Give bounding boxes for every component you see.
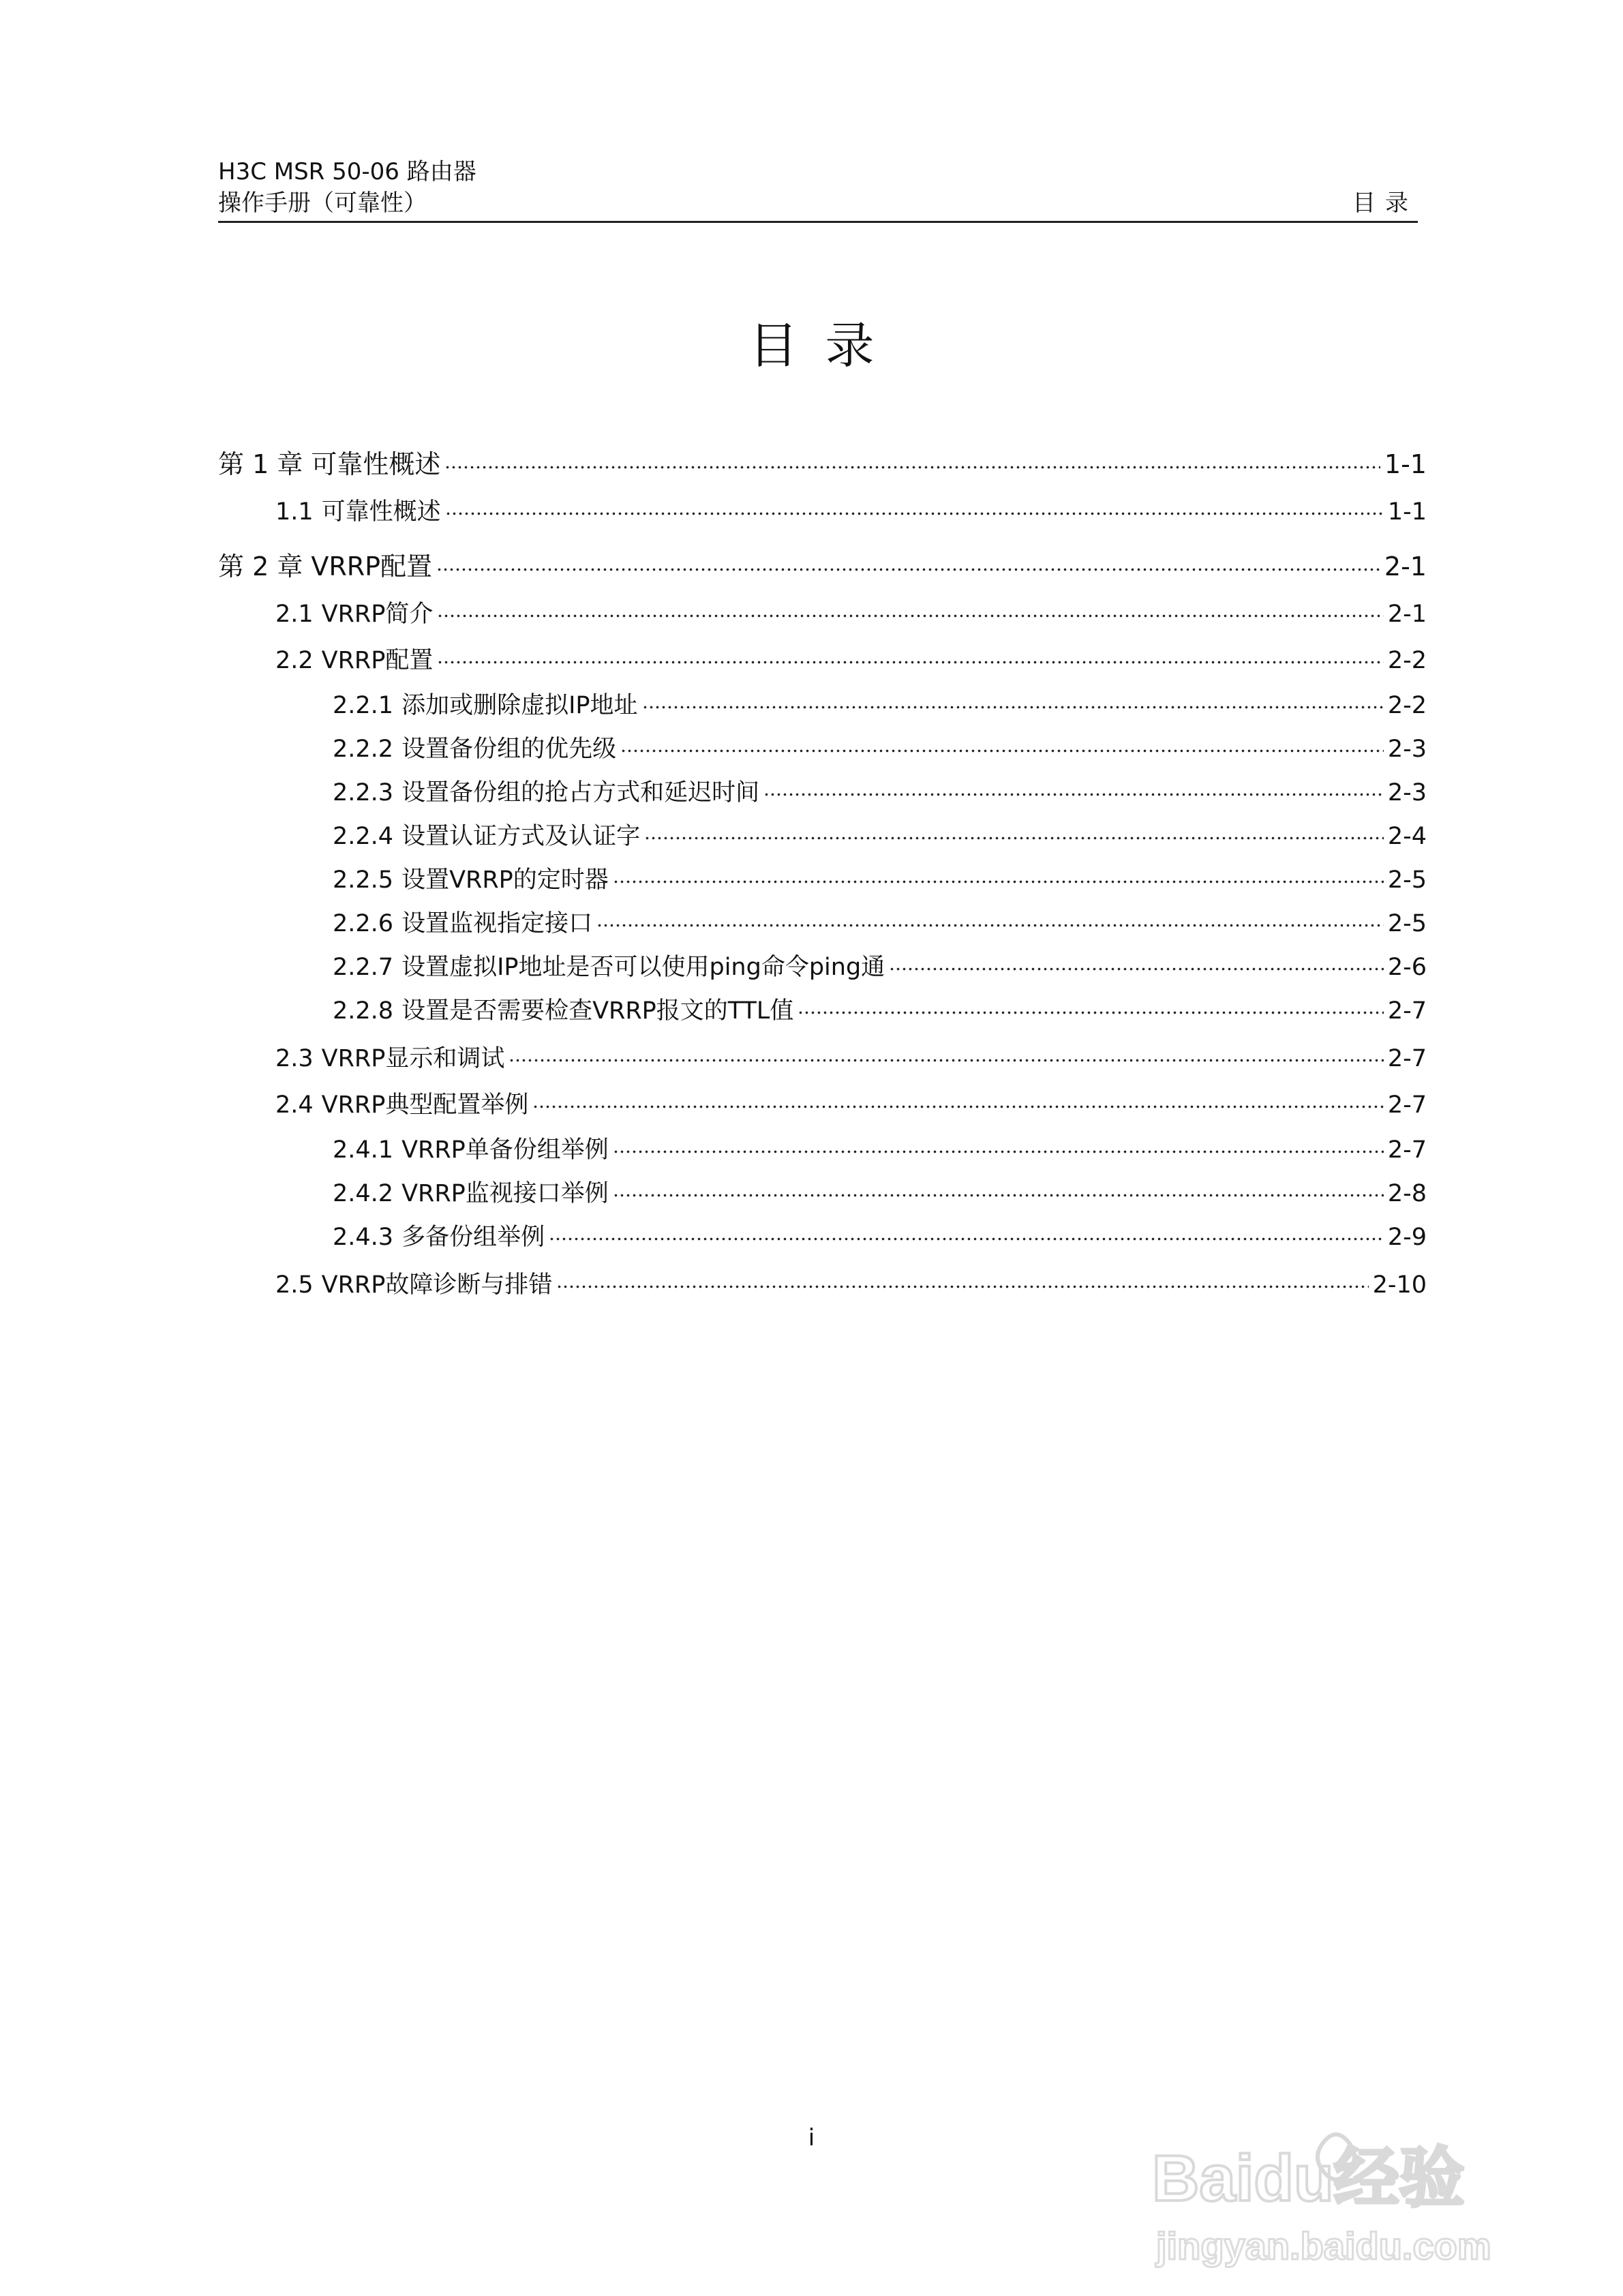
toc-entry[interactable] — [275, 637, 1427, 674]
toc-entry[interactable] — [218, 544, 1427, 581]
toc-entry[interactable] — [333, 813, 1427, 850]
toc-dot-leader — [549, 1213, 1384, 1245]
toc-entry-number: 2.4.2 — [333, 1180, 394, 1207]
toc-dot-leader — [596, 900, 1384, 931]
toc-dot-leader — [509, 1035, 1383, 1066]
toc-entry-title: 设置VRRP的定时器 — [401, 866, 609, 894]
toc-entry-title: VRRP典型配置举例 — [321, 1091, 529, 1119]
toc-entry[interactable] — [333, 900, 1427, 937]
toc-entry-page: 2-8 — [1387, 1180, 1427, 1207]
toc-entry[interactable] — [333, 1170, 1427, 1207]
toc-entry-number: 2.2.1 — [333, 692, 394, 719]
toc-entry-title: VRRP单备份组举例 — [401, 1136, 609, 1164]
toc-entry[interactable] — [275, 1261, 1427, 1299]
toc-entry-title: VRRP配置 — [321, 647, 434, 674]
toc-entry-number: 2.2.6 — [333, 910, 394, 937]
toc-entry-page: 2-7 — [1387, 1091, 1427, 1119]
toc-entry-title: 设置备份组的优先级 — [401, 736, 617, 763]
toc-entry-title: 多备份组举例 — [401, 1224, 545, 1251]
toc-dot-leader — [644, 813, 1384, 844]
toc-entry-title: 设置监视指定接口 — [401, 910, 593, 937]
toc-entry[interactable] — [333, 856, 1427, 894]
toc-entry-page: 1-1 — [1384, 449, 1427, 479]
toc-dot-leader — [642, 682, 1384, 713]
toc-entry-page: 2-10 — [1372, 1271, 1427, 1299]
toc-entry[interactable] — [333, 682, 1427, 719]
toc-entry-page: 2-2 — [1387, 692, 1427, 719]
toc-entry-number: 2.4.1 — [333, 1136, 394, 1164]
toc-dot-leader — [556, 1261, 1368, 1293]
toc-entry-number: 2.4 — [275, 1091, 314, 1119]
toc-entry-page: 2-4 — [1387, 823, 1427, 850]
toc-entry-page: 2-5 — [1387, 866, 1427, 894]
toc-entry-number: 2.2.5 — [333, 866, 394, 894]
toc-entry-page: 2-9 — [1387, 1224, 1427, 1251]
toc-entry[interactable] — [333, 769, 1427, 806]
toc-dot-leader — [532, 1081, 1383, 1113]
toc-dot-leader — [613, 1170, 1384, 1201]
toc-entry-title: VRRP监视接口举例 — [401, 1180, 609, 1207]
toc-dot-leader — [798, 987, 1383, 1018]
toc-entry-title: 设置是否需要检查VRRP报文的TTL值 — [401, 997, 794, 1025]
toc-entry-page: 2-7 — [1387, 1136, 1427, 1164]
header-manual-name: 操作手册（可靠性） — [218, 190, 427, 217]
toc-entry-number: 2.1 — [275, 601, 314, 628]
toc-entry-number: 2.2.7 — [333, 954, 394, 981]
toc-entry[interactable] — [333, 943, 1427, 981]
toc-entry-page: 2-3 — [1387, 779, 1427, 806]
toc-entry-title: 添加或删除虚拟IP地址 — [401, 692, 638, 719]
toc-entry[interactable] — [275, 590, 1427, 628]
watermark-brand: Baidu经验 — [1152, 2142, 1465, 2215]
toc-entry[interactable] — [333, 987, 1427, 1025]
page-number: i — [808, 2124, 815, 2151]
toc-dot-leader — [889, 943, 1384, 975]
toc-entry[interactable] — [275, 1081, 1427, 1119]
toc-entry-number: 2.2.3 — [333, 779, 394, 806]
toc-dot-leader — [763, 769, 1384, 800]
toc-entry[interactable] — [218, 442, 1427, 479]
header-section-name: 目录 — [1352, 190, 1418, 217]
page-title: 目录 — [748, 317, 902, 374]
toc-entry-page: 2-1 — [1387, 601, 1427, 628]
toc-entry-number: 第 1 章 — [218, 449, 303, 479]
toc-dot-leader — [436, 544, 1380, 575]
toc-entry[interactable] — [333, 1126, 1427, 1164]
toc-entry-title: VRRP简介 — [321, 601, 434, 628]
baidu-jingyan-watermark — [1145, 2119, 1568, 2282]
toc-entry[interactable] — [333, 725, 1427, 763]
toc-entry[interactable] — [333, 1213, 1427, 1251]
toc-entry-title: 可靠性概述 — [311, 449, 441, 479]
toc-entry[interactable] — [275, 488, 1427, 526]
toc-entry-number: 2.2 — [275, 647, 314, 674]
toc-entry-number: 2.4.3 — [333, 1224, 394, 1251]
toc-dot-leader — [437, 590, 1383, 622]
toc-dot-leader — [444, 442, 1380, 473]
watermark-url: jingyan.baidu.com — [1156, 2224, 1491, 2267]
toc-entry-page: 2-3 — [1387, 736, 1427, 763]
toc-entry-page: 2-2 — [1387, 647, 1427, 674]
toc-dot-leader — [613, 856, 1384, 888]
toc-entry-number: 1.1 — [275, 498, 314, 526]
toc-dot-leader — [620, 725, 1384, 757]
toc-entry-number: 2.2.4 — [333, 823, 394, 850]
toc-entry-page: 2-6 — [1387, 954, 1427, 981]
toc-entry[interactable] — [275, 1035, 1427, 1072]
toc-entry-title: 设置认证方式及认证字 — [401, 823, 641, 850]
toc-entry-title: VRRP配置 — [311, 552, 433, 581]
toc-entry-number: 2.3 — [275, 1045, 314, 1072]
toc-entry-page: 1-1 — [1387, 498, 1427, 526]
toc-dot-leader — [613, 1126, 1384, 1158]
toc-entry-title: 设置虚拟IP地址是否可以使用ping命令ping通 — [401, 954, 885, 981]
toc-entry-number: 第 2 章 — [218, 552, 303, 581]
toc-entry-number: 2.5 — [275, 1271, 314, 1299]
toc-entry-number: 2.2.2 — [333, 736, 394, 763]
toc-entry-title: 可靠性概述 — [321, 498, 441, 526]
toc-entry-page: 2-1 — [1384, 552, 1427, 581]
toc-entry-title: VRRP故障诊断与排错 — [321, 1271, 553, 1299]
toc-entry-title: VRRP显示和调试 — [321, 1045, 505, 1072]
toc-entry-page: 2-7 — [1387, 997, 1427, 1025]
header-product-name: H3C MSR 50-06 路由器 — [218, 158, 476, 185]
toc-entry-number: 2.2.8 — [333, 997, 394, 1025]
toc-entry-page: 2-7 — [1387, 1045, 1427, 1072]
toc-entry-page: 2-5 — [1387, 910, 1427, 937]
toc-entry-title: 设置备份组的抢占方式和延迟时间 — [401, 779, 760, 806]
toc-dot-leader — [437, 637, 1383, 668]
toc-dot-leader — [445, 488, 1384, 519]
